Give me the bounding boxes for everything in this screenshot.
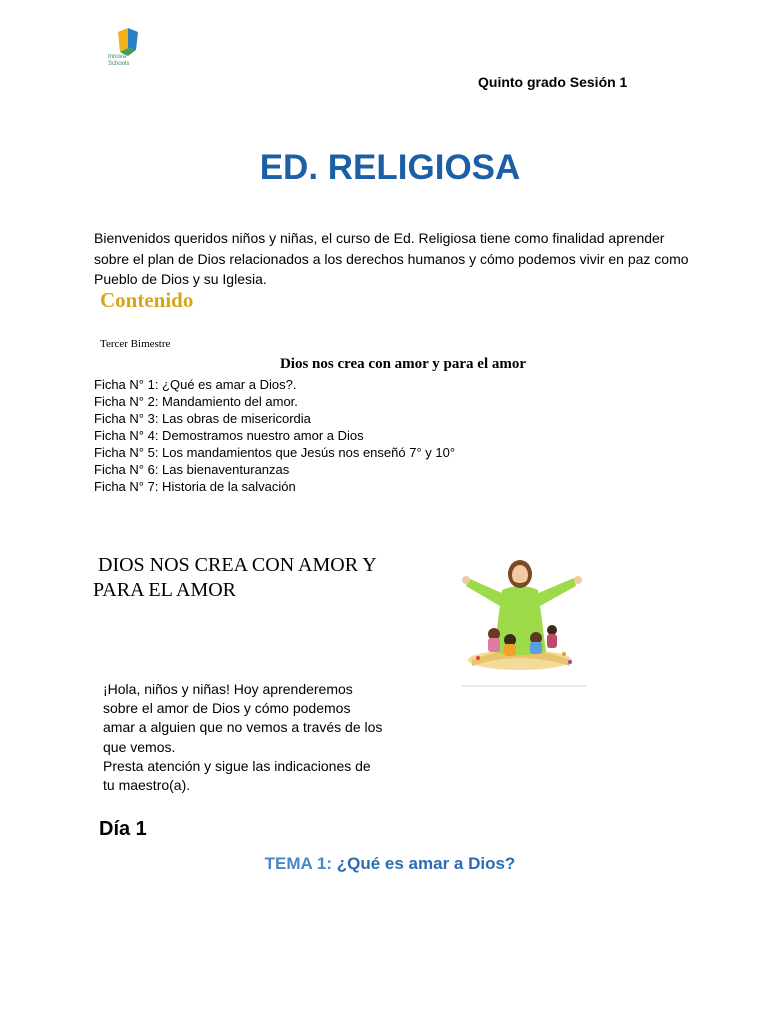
topic-text: ¿Qué es amar a Dios? bbox=[332, 854, 516, 873]
ficha-item: Ficha N° 2: Mandamiento del amor. bbox=[94, 394, 298, 409]
topic-heading bbox=[0, 854, 768, 874]
greeting-paragraph bbox=[103, 680, 413, 795]
topic-label: TEMA 1: bbox=[264, 854, 333, 873]
ficha-item: Ficha N° 1: ¿Qué es amar a Dios?. bbox=[94, 377, 297, 392]
ficha-item: Ficha N° 6: Las bienaventuranzas bbox=[94, 462, 290, 477]
ficha-item: Ficha N° 4: Demostramos nuestro amor a Dios bbox=[94, 428, 364, 443]
greeting-line: sobre el amor de Dios y cómo podemos bbox=[103, 700, 351, 717]
section-heading-line: PARA EL AMOR bbox=[93, 579, 237, 601]
greeting-line: amar a alguien que no vemos a través de los bbox=[103, 719, 383, 736]
ficha-item: Ficha N° 7: Historia de la salvación bbox=[94, 479, 296, 494]
greeting-line: tu maestro(a). bbox=[103, 777, 191, 794]
contenido-heading: Contenido bbox=[100, 288, 194, 312]
jesus-with-children-illustration bbox=[458, 542, 588, 692]
logo-text: Innova Schools bbox=[108, 54, 130, 67]
fichas-list bbox=[94, 376, 455, 495]
session-label: Quinto grado Sesión 1 bbox=[478, 74, 628, 90]
section-heading-line: DIOS NOS CREA CON AMOR Y bbox=[93, 554, 377, 576]
page-title: ED. RELIGIOSA bbox=[259, 148, 521, 187]
bimestre-label: Tercer Bimestre bbox=[100, 338, 171, 350]
greeting-line: Presta atención y sigue las indicaciones de bbox=[103, 757, 371, 774]
section-heading bbox=[93, 553, 433, 603]
ficha-item: Ficha N° 3: Las obras de misericordia bbox=[94, 411, 311, 426]
ficha-item: Ficha N° 5: Los mandamientos que Jesús nos enseñó 7° y 10° bbox=[94, 445, 456, 460]
greeting-line: ¡Hola, niños y niñas! Hoy aprenderemos bbox=[103, 681, 353, 697]
intro-paragraph: Bienvenidos queridos niños y niñas, el curso de Ed. Religiosa tiene como finalidad aprender sobre el plan de Dios relacionados a los derechos humanos y cómo podemos vivir en paz como Pueblo de Dios y su Iglesia. bbox=[94, 230, 689, 287]
unit-subtitle: Dios nos crea con amor y para el amor bbox=[279, 356, 527, 372]
greeting-line: que vemos. bbox=[103, 738, 176, 755]
day-heading: Día 1 bbox=[99, 818, 147, 840]
